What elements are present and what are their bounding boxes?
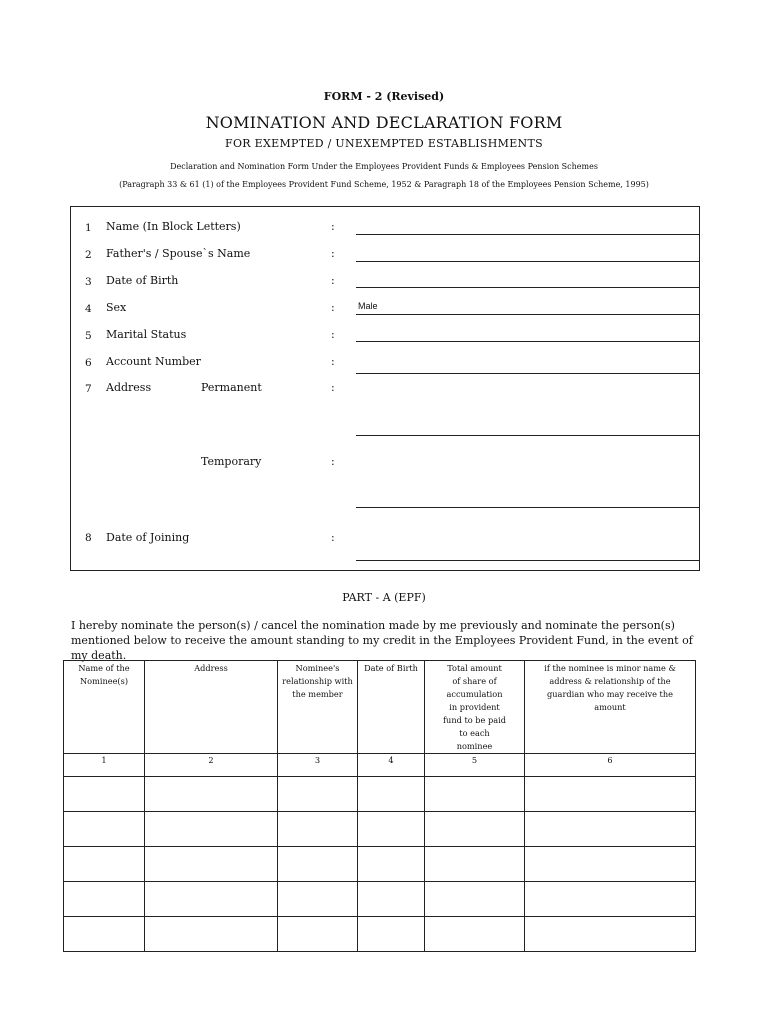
colon: :	[331, 301, 335, 314]
dob-cell[interactable]	[358, 812, 425, 847]
column-header: Total amount of share of accumulation in provident fund to be paid to each nominee	[425, 661, 525, 754]
nominee-table	[63, 660, 696, 952]
declaration-line-1: Declaration and Nomination Form Under the Employees Provident Funds & Employees Pension Schemes	[170, 162, 598, 171]
colon: :	[331, 355, 335, 368]
name-field[interactable]	[356, 234, 699, 235]
part-a-heading: PART - A (EPF)	[342, 591, 426, 604]
field-number: 6	[85, 357, 92, 369]
relationship-cell[interactable]	[278, 882, 358, 917]
column-number: 5	[425, 754, 525, 777]
guardian-cell[interactable]	[525, 777, 696, 812]
field-number: 2	[85, 249, 92, 261]
relationship-cell[interactable]	[278, 917, 358, 952]
dob-cell[interactable]	[358, 847, 425, 882]
name-label: Name (In Block Letters)	[106, 220, 241, 233]
colon: :	[331, 455, 335, 468]
column-number: 2	[145, 754, 278, 777]
colon: :	[331, 531, 335, 544]
colon: :	[331, 328, 335, 341]
relationship-cell[interactable]	[278, 847, 358, 882]
declaration-line-2: (Paragraph 33 & 61 (1) of the Employees Provident Fund Scheme, 1952 & Paragraph 18 of the Employees Pension Scheme, 1995)	[119, 180, 649, 189]
nominee-name-cell[interactable]	[64, 812, 145, 847]
sex-field[interactable]	[356, 314, 699, 315]
column-number: 1	[64, 754, 145, 777]
table-row	[64, 847, 696, 882]
address-cell[interactable]	[145, 812, 278, 847]
relationship-cell[interactable]	[278, 812, 358, 847]
share-cell[interactable]	[425, 882, 525, 917]
column-header: if the nominee is minor name & address & relationship of the guardian who may receive the amount	[525, 661, 696, 754]
dob-cell[interactable]	[358, 917, 425, 952]
column-header: Date of Birth	[358, 661, 425, 754]
temporary-address-label: Temporary	[201, 455, 262, 468]
nominee-name-cell[interactable]	[64, 847, 145, 882]
nomination-statement: I hereby nominate the person(s) / cancel the nomination made by me previously and nominate the person(s) mentioned below to receive the amount standing to my credit in the Employees Provident Fund, in the event of my death.	[71, 619, 693, 662]
share-cell[interactable]	[425, 847, 525, 882]
dob-cell[interactable]	[358, 777, 425, 812]
date-of-birth-label: Date of Birth	[106, 274, 179, 287]
nominee-name-cell[interactable]	[64, 777, 145, 812]
share-cell[interactable]	[425, 812, 525, 847]
column-header: Nominee's relationship with the member	[278, 661, 358, 754]
colon: :	[331, 274, 335, 287]
field-number: 8	[85, 532, 92, 544]
address-cell[interactable]	[145, 917, 278, 952]
account-number-label: Account Number	[106, 355, 201, 368]
column-number-row	[64, 754, 696, 777]
nominee-name-cell[interactable]	[64, 917, 145, 952]
permanent-address-label: Permanent	[201, 381, 262, 394]
address-label: Address	[106, 381, 152, 394]
field-number: 5	[85, 330, 92, 342]
account-number-field[interactable]	[356, 373, 699, 374]
column-header: Name of the Nominee(s)	[64, 661, 145, 754]
column-number: 3	[278, 754, 358, 777]
temporary-address-field[interactable]	[356, 507, 699, 508]
table-header-row	[64, 661, 696, 754]
column-header: Address	[145, 661, 278, 754]
guardian-cell[interactable]	[525, 882, 696, 917]
marital-status-field[interactable]	[356, 341, 699, 342]
field-number: 7	[85, 383, 92, 395]
column-number: 6	[525, 754, 696, 777]
guardian-cell[interactable]	[525, 812, 696, 847]
field-number: 3	[85, 276, 92, 288]
permanent-address-field[interactable]	[356, 435, 699, 436]
sex-value[interactable]: Male	[358, 301, 378, 311]
field-number: 1	[85, 222, 92, 234]
guardian-cell[interactable]	[525, 847, 696, 882]
table-row	[64, 917, 696, 952]
field-border	[699, 314, 700, 341]
address-cell[interactable]	[145, 847, 278, 882]
nominee-name-cell[interactable]	[64, 882, 145, 917]
date-of-birth-field[interactable]	[356, 287, 699, 288]
marital-status-label: Marital Status	[106, 328, 187, 341]
father-spouse-name-field[interactable]	[356, 261, 699, 262]
date-of-joining-label: Date of Joining	[106, 531, 190, 544]
table-row	[64, 812, 696, 847]
colon: :	[331, 220, 335, 233]
guardian-cell[interactable]	[525, 917, 696, 952]
father-spouse-name-label: Father's / Spouse`s Name	[106, 247, 251, 260]
relationship-cell[interactable]	[278, 777, 358, 812]
colon: :	[331, 381, 335, 394]
share-cell[interactable]	[425, 777, 525, 812]
date-of-joining-field[interactable]	[356, 560, 699, 561]
share-cell[interactable]	[425, 917, 525, 952]
table-row	[64, 777, 696, 812]
column-number: 4	[358, 754, 425, 777]
sex-label: Sex	[106, 301, 127, 314]
dob-cell[interactable]	[358, 882, 425, 917]
form-title: NOMINATION AND DECLARATION FORM	[205, 113, 563, 132]
form-number: FORM - 2 (Revised)	[323, 90, 445, 103]
address-cell[interactable]	[145, 882, 278, 917]
address-cell[interactable]	[145, 777, 278, 812]
field-number: 4	[85, 303, 92, 315]
colon: :	[331, 247, 335, 260]
table-row	[64, 882, 696, 917]
form-subtitle: FOR EXEMPTED / UNEXEMPTED ESTABLISHMENTS	[225, 137, 543, 150]
